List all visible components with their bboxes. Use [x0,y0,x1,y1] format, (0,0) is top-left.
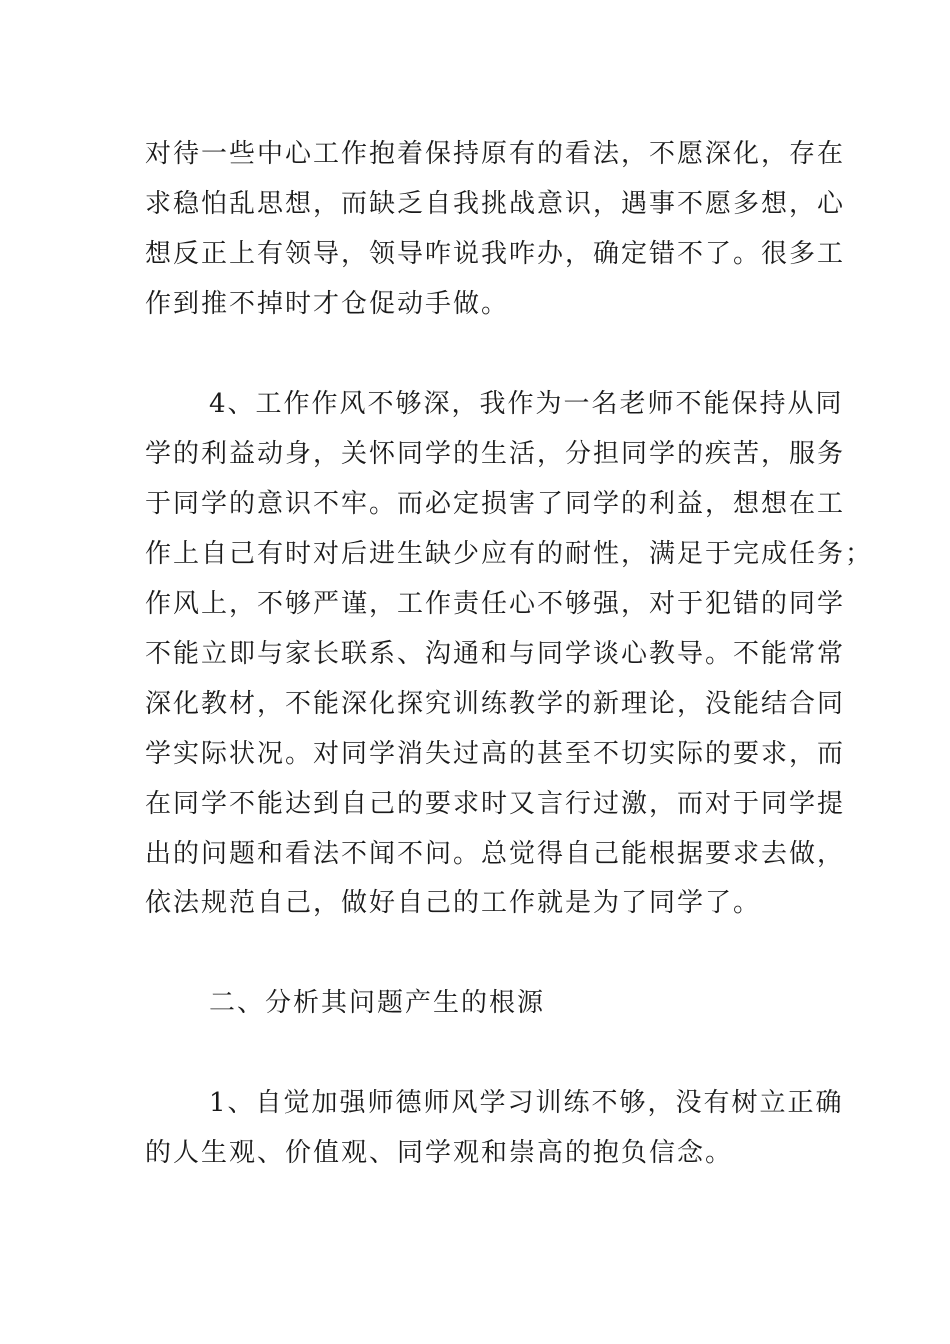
paragraph-line: 学实际状况。对同学消失过高的甚至不切实际的要求，而 [145,739,846,769]
paragraph-line: 对待一些中心工作抱着保持原有的看法，不愿深化，存在 [145,139,846,169]
paragraph-line: 出的问题和看法不闻不问。总觉得自己能根据要求去做， [145,839,846,869]
paragraph-line: 想反正上有领导，领导咋说我咋办，确定错不了。很多工 [145,239,846,269]
paragraph-line: 求稳怕乱思想，而缺乏自我挑战意识，遇事不愿多想，心 [145,189,846,219]
paragraph-line: 作风上，不够严谨，工作责任心不够强，对于犯错的同学 [145,589,846,619]
paragraph-line: 深化教材，不能深化探究训练教学的新理论，没能结合同 [145,689,846,719]
paragraph-line: 1、自觉加强师德师风学习训练不够，没有树立正确 [209,1088,844,1118]
paragraph-line: 不能立即与家长联系、沟通和与同学谈心教导。不能常常 [145,639,846,669]
paragraph-line: 学的利益动身，关怀同学的生活，分担同学的疾苦，服务 [145,439,846,469]
paragraph-line: 在同学不能达到自己的要求时又言行过激，而对于同学提 [145,789,846,819]
paragraph-line: 依法规范自己，做好自己的工作就是为了同学了。 [145,888,762,918]
section-heading: 二、分析其问题产生的根源 [209,988,546,1018]
paragraph-line: 作到推不掉时才仓促动手做。 [145,289,510,319]
paragraph-line: 的人生观、价值观、同学观和崇高的抱负信念。 [145,1138,734,1168]
paragraph-line: 于同学的意识不牢。而必定损害了同学的利益，想想在工 [145,489,846,519]
paragraph-line: 4、工作作风不够深，我作为一名老师不能保持从同 [209,389,844,419]
paragraph-line: 作上自己有时对后进生缺少应有的耐性，满足于完成任务； [145,539,874,569]
